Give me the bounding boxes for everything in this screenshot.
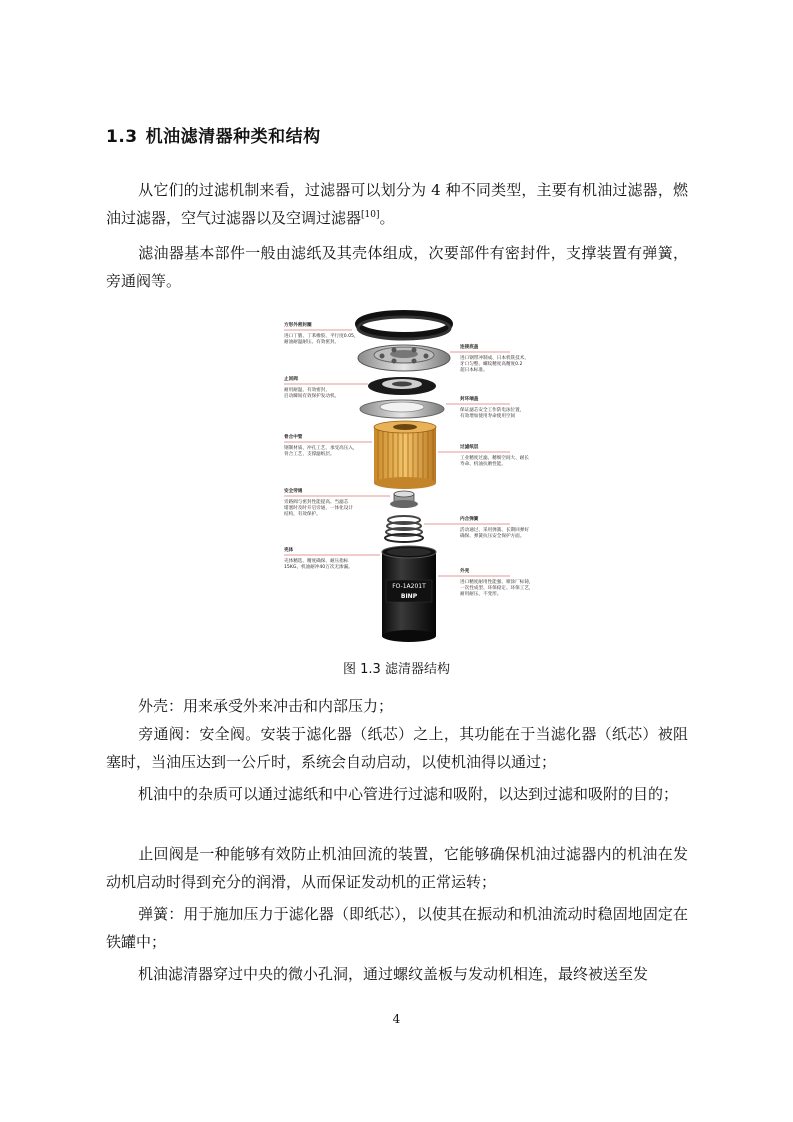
svg-text:一次性成型、环保稳定、环保工艺，: 一次性成型、环保稳定、环保工艺， xyxy=(460,586,534,591)
oil-filter-exploded-figure xyxy=(282,312,534,650)
svg-text:有效增加使用寿命使用空间: 有效增加使用寿命使用空间 xyxy=(460,414,516,419)
callout-title-shell: 壳体 xyxy=(284,548,294,553)
svg-text:耐油耐温耐压、有效密封。: 耐油耐温耐压、有效密封。 xyxy=(284,340,340,345)
section-title: 机油滤清器种类和结构 xyxy=(145,127,321,147)
left-callouts xyxy=(284,321,359,570)
paragraph-check-valve: 止回阀是一种能够有效防止机油回流的装置，它能够确保机油过滤器内的机油在发动机启动时得到充分的润滑，从而保证发动机的正常运转； xyxy=(106,845,688,891)
callout-title-end-cap: 封环端盖 xyxy=(460,397,479,402)
svg-text:堵塞时及时开启旁通，一体化设计: 堵塞时及时开启旁通，一体化设计 xyxy=(284,506,353,511)
svg-text:工业精度过滤、精细空间大、耐长: 工业精度过滤、精细空间大、耐长 xyxy=(460,456,529,461)
can-label-brand: BINP xyxy=(400,593,418,600)
svg-text:结构，有效保护。: 结构，有效保护。 xyxy=(284,512,321,517)
callout-title-outer-shell: 外壳 xyxy=(460,569,470,574)
paragraph-bypass-valve: 旁通阀：安全阀。安装于滤化器（纸芯）之上，其功能在于当滤化器（纸芯）被阻塞时，当油压达到一公斤时，系统会自动启动，以使机油得以通过； xyxy=(106,725,688,771)
paragraph-flow: 机油滤清器穿过中央的微小孔洞，通过螺纹盖板与发动机相连，最终被送至发 xyxy=(138,965,649,983)
callout-title-base: 连接底盖 xyxy=(460,345,479,350)
callout-title-paper: 过滤纸层 xyxy=(460,445,479,450)
right-callouts xyxy=(460,343,534,597)
callout-title-bypass: 安全旁通 xyxy=(284,489,303,494)
paragraph-spring: 弹簧：用于施加压力于滤化器（即纸芯），以使其在振动和机油流动时稳固地固定在铁罐中； xyxy=(106,905,688,951)
section-heading xyxy=(106,122,321,147)
filter-paper-part xyxy=(374,421,436,489)
svg-text:确保、弹簧抗压安全保护方面。: 确保、弹簧抗压安全保护方面。 xyxy=(460,534,525,539)
callout-title-check-valve: 止回阀 xyxy=(284,377,298,382)
svg-text:保证滤芯安全工作防电泳位置，: 保证滤芯安全工作防电泳位置， xyxy=(460,408,525,413)
citation: [10] xyxy=(361,210,380,220)
callout-title-spring: 内合弹簧 xyxy=(460,517,479,522)
paragraph-impurities: 机油中的杂质可以通过滤纸和中心管进行过滤和吸附，以达到过滤和吸附的目的； xyxy=(138,785,679,803)
oil-filter-diagram xyxy=(282,312,534,650)
svg-text:牙口匀整、螺纹精度高精度0.2: 牙口匀整、螺纹精度高精度0.2 xyxy=(460,362,523,367)
svg-text:15KG、机油耐冲40万次无渗漏。: 15KG、机油耐冲40万次无渗漏。 xyxy=(284,565,353,570)
svg-text:超日本标准。: 超日本标准。 xyxy=(460,368,488,373)
paragraph-components: 滤油器基本部件一般由滤纸及其壳体组成，次要部件有密封件，支撑装置有弹簧，旁通阀等。 xyxy=(106,244,688,290)
bypass-valve-part xyxy=(390,491,418,508)
figure-caption: 图 1.3 滤清器结构 xyxy=(343,662,450,677)
svg-text:进口钢带冲制成、日本机铣技术，: 进口钢带冲制成、日本机铣技术， xyxy=(460,356,529,361)
page-number: 4 xyxy=(392,1012,401,1026)
svg-text:壳体精选、精度确保、耐压指标: 壳体精选、精度确保、耐压指标 xyxy=(284,559,349,564)
spring-part xyxy=(385,516,423,542)
callout-title-seal: 方形外密封圈 xyxy=(284,323,312,328)
section-number: 1.3 xyxy=(106,127,138,147)
filter-can-part xyxy=(382,546,436,642)
can-label-model: FO-1A201T xyxy=(392,583,426,590)
svg-text:启动瞬间有效保护发动机。: 启动瞬间有效保护发动机。 xyxy=(284,394,340,399)
svg-text:耐用耐压、不变形。: 耐用耐压、不变形。 xyxy=(460,592,502,597)
paragraph-shell: 外壳：用来承受外来冲击和内部压力； xyxy=(138,697,394,715)
svg-text:进口丁腈、丁苯橡胶、平行度0.05，: 进口丁腈、丁苯橡胶、平行度0.05， xyxy=(284,334,359,339)
svg-text:钢制材质、冲孔工艺、承受高压入，: 钢制材质、冲孔工艺、承受高压入， xyxy=(284,446,358,451)
svg-text:进口精度耐用性能强、喷涂厂标铸，: 进口精度耐用性能强、喷涂厂标铸， xyxy=(460,580,534,585)
paragraph-filter-types: 从它们的过滤机制来看，过滤器可以划分为 4 种不同类型，主要有机油过滤器，燃油过滤器，空气过滤器以及空调过滤器[10]。 xyxy=(106,181,688,227)
callout-title-center-tube: 骨合中管 xyxy=(284,435,303,440)
svg-text:骨合工艺、支撑滤纸层。: 骨合工艺、支撑滤纸层。 xyxy=(284,452,335,457)
svg-text:旁路阀与密封性能提高、当滤芯: 旁路阀与密封性能提高、当滤芯 xyxy=(284,500,349,505)
check-valve-part xyxy=(368,377,436,395)
svg-text:寿命、机油抗磨性能。: 寿命、机油抗磨性能。 xyxy=(460,462,506,467)
svg-text:活动通过、采用弹簧、长期回弹好: 活动通过、采用弹簧、长期回弹好 xyxy=(460,528,529,533)
svg-text:耐用耐温、有效密封，: 耐用耐温、有效密封， xyxy=(284,388,330,393)
seal-ring-part xyxy=(358,313,450,339)
base-plate-part xyxy=(358,345,450,371)
end-cap-part xyxy=(360,400,444,418)
